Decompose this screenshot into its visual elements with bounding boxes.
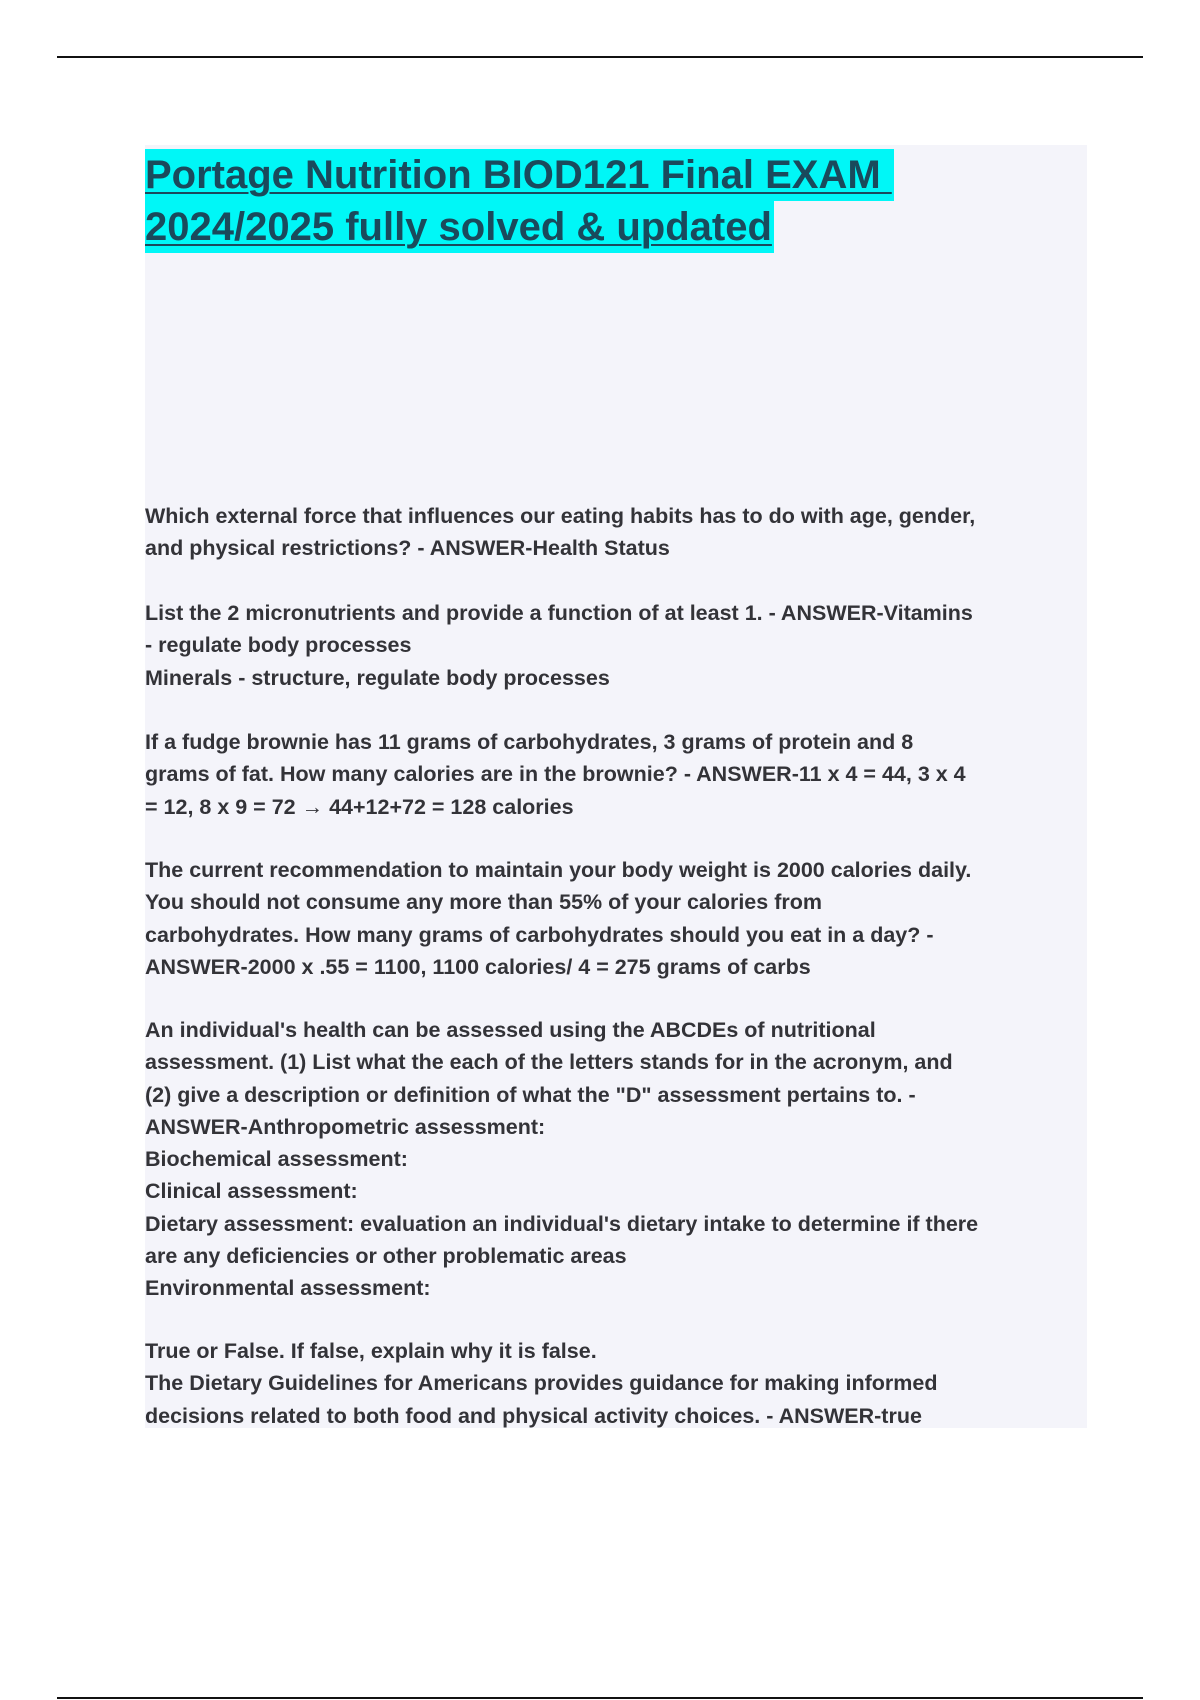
qa-block-4 (145, 854, 1087, 983)
qa-line: = 12, 8 x 9 = 72 → 44+12+72 = 128 calories (145, 794, 574, 819)
document-body (145, 145, 1087, 1428)
qa-block-5 (145, 1014, 1087, 1305)
qa-line: List the 2 micronutrients and provide a function of at least 1. - ANSWER-Vitamins (145, 601, 973, 625)
footer-rule (57, 1697, 1143, 1699)
qa-line: and physical restrictions? - ANSWER-Health Status (145, 536, 670, 561)
qa-line: Which external force that influences our eating habits has to do with age, gender, (145, 504, 976, 528)
qa-line: Biochemical assessment: (145, 1147, 408, 1172)
qa-block-1 (145, 500, 1087, 565)
qa-line: Environmental assessment: (145, 1276, 431, 1301)
qa-line: ANSWER-Anthropometric assessment: (145, 1114, 546, 1139)
qa-line: If a fudge brownie has 11 grams of carbohydrates, 3 grams of protein and 8 (145, 730, 914, 754)
qa-line: ANSWER-2000 x .55 = 1100, 1100 calories/ 4 = 275 grams of carbs (145, 954, 811, 979)
qa-line: The current recommendation to maintain your body weight is 2000 calories daily. (145, 858, 972, 882)
qa-line: (2) give a description or definition of what the "D" assessment pertains to. - (145, 1082, 916, 1107)
qa-line: An individual's health can be assessed using the ABCDEs of nutritional (145, 1018, 876, 1042)
qa-line: The Dietary Guidelines for Americans provides guidance for making informed (145, 1371, 938, 1396)
header-rule (57, 56, 1143, 58)
document-title (145, 149, 894, 253)
qa-block-3 (145, 726, 1087, 823)
qa-line: You should not consume any more than 55% of your calories from (145, 890, 822, 915)
title-line-2: 2024/2025 fully solved & updated (145, 201, 774, 253)
qa-line: Minerals - structure, regulate body processes (145, 665, 610, 690)
qa-line: True or False. If false, explain why it is false. (145, 1339, 597, 1363)
title-line-1: Portage Nutrition BIOD121 Final EXAM (145, 149, 894, 201)
qa-line: assessment. (1) List what the each of the letters stands for in the acronym, and (145, 1050, 953, 1075)
qa-line: - regulate body processes (145, 633, 412, 658)
qa-line: are any deficiencies or other problematic areas (145, 1244, 627, 1269)
qa-block-6 (145, 1335, 1087, 1432)
qa-block-2 (145, 597, 1087, 694)
qa-line: grams of fat. How many calories are in the brownie? - ANSWER-11 x 4 = 44, 3 x 4 (145, 762, 966, 787)
qa-line: decisions related to both food and physical activity choices. - ANSWER-true (145, 1403, 922, 1428)
qa-line: Clinical assessment: (145, 1179, 358, 1204)
qa-line: Dietary assessment: evaluation an individual's dietary intake to determine if there (145, 1211, 979, 1236)
qa-line: carbohydrates. How many grams of carbohydrates should you eat in a day? - (145, 922, 934, 947)
